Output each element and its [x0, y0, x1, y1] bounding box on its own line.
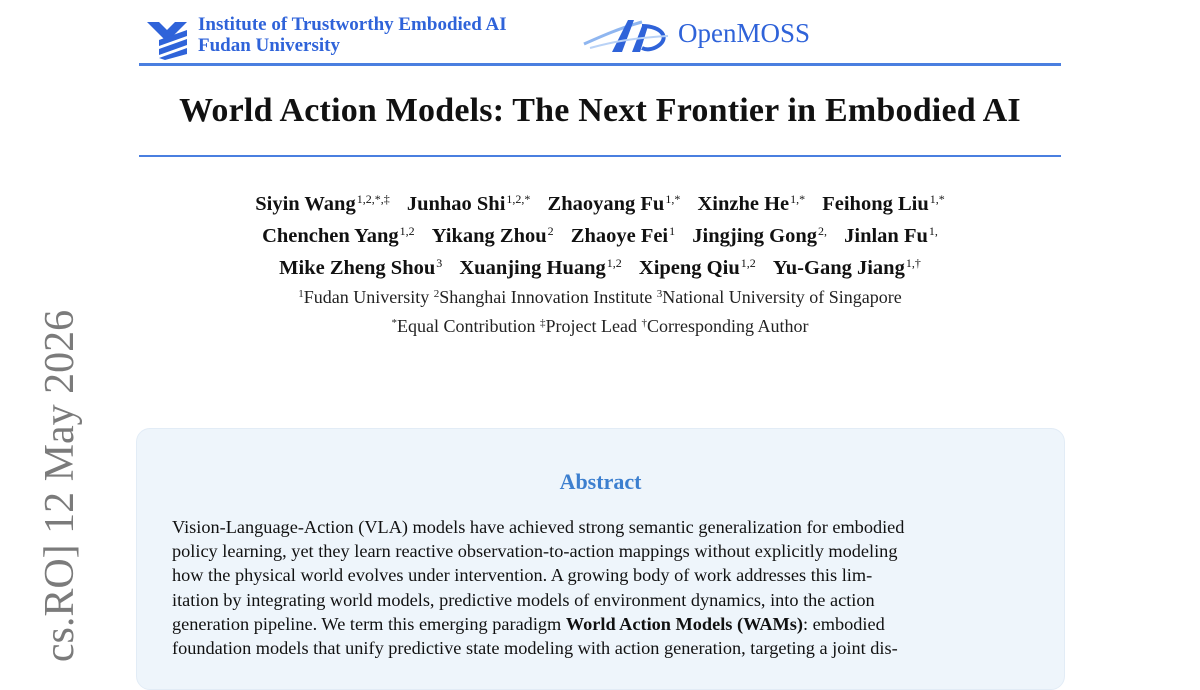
author: Yu-Gang Jiang$^{1,\dagger}$ [772, 256, 921, 279]
author-line [139, 186, 1061, 218]
author: Chenchen Yang$^{1,2}$ [262, 224, 415, 247]
author: Jinlan $Fu^{1,}$ [844, 224, 938, 247]
affiliation: National University of Singapore [662, 287, 902, 307]
author: Zhaoyang $Fu^{1,*}$ [547, 192, 681, 215]
author: Xinzhe $He^{1,*}$ [697, 192, 806, 215]
affiliation: Shanghai Innovation Institute [439, 287, 653, 307]
author: Xipeng Qiu$^{1,2}$ [638, 256, 756, 279]
author-line [139, 250, 1061, 282]
contribution-note: Project Lead [545, 316, 637, 336]
affiliation: Fudan University [303, 287, 430, 307]
contribution-note: Equal Contribution [397, 316, 536, 336]
institute-line2: Fudan University [198, 35, 340, 56]
abstract-line: foundation models that unify predictive state modeling with action generation, targeting a joint dis- [172, 638, 898, 659]
institute-name [198, 14, 507, 56]
fudan-logo-icon [145, 16, 189, 60]
author: Siyin Wang$^{1,2,*,\ddagger}$ [255, 192, 390, 215]
author: Yikang Zhou$^2$ [431, 224, 554, 247]
abstract-line: policy learning, yet they learn reactive observation-to-action mappings without explicitly modeling [172, 541, 898, 562]
title-divider [139, 155, 1061, 157]
author-line [139, 218, 1061, 250]
author-list [139, 186, 1061, 282]
abstract-line: itation by integrating world models, predictive models of environment dynamics, into the action [172, 589, 875, 610]
abstract-line: generation pipeline. We term this emerging paradigm World Action Models (WAMs): embodied [172, 613, 885, 634]
abstract-box [136, 428, 1065, 690]
contribution-note: Corresponding Author [646, 316, 809, 336]
author: Jingjing Gong$^{2,}$ [692, 224, 828, 247]
openmoss-logo-icon [582, 18, 670, 54]
author: Mike Zheng Shou$^3$ [279, 256, 443, 279]
notes-line: *Equal Contribution ‡Project Lead †Corresponding Author [391, 316, 809, 336]
abstract-line: how the physical world evolves under intervention. A growing body of work addresses this lim- [172, 565, 873, 586]
abstract-body [172, 515, 1030, 660]
abstract-heading: Abstract [559, 469, 642, 494]
openmoss-label: OpenMOSS [678, 18, 811, 48]
arxiv-stamp: cs.RO] 12 May 2026 [37, 309, 83, 663]
abstract-emphasis: World Action Models (WAMs) [565, 613, 803, 634]
header-divider [139, 63, 1061, 66]
affiliation-line: $^1$Fudan University $^2$Shanghai Innovation Institute $^3$National University of Singapore [298, 287, 902, 307]
author: Junhao Shi$^{1,2,*}$ [406, 192, 531, 215]
author: Zhaoye Fei$^1$ [570, 224, 676, 247]
header-logos [140, 12, 1060, 62]
institute-line1: Institute of Trustworthy Embodied AI [198, 14, 507, 35]
affiliations [139, 281, 1061, 339]
author: Xuanjing Huang$^{1,2}$ [459, 256, 622, 279]
author: Feihong Liu$^{1,*}$ [822, 192, 945, 215]
abstract-line: Vision-Language-Action (VLA) models have achieved strong semantic generalization for embodied [172, 517, 905, 537]
paper-title: World Action Models: The Next Frontier in Embodied AI [179, 92, 1021, 129]
